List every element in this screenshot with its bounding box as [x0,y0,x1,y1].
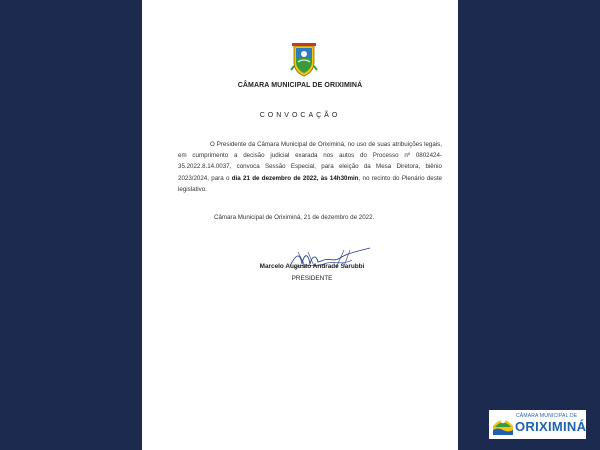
paragraph-text-start: O Presidente da Câmara Municipal de Oriximiná, no uso de suas atribuições legais, em cumprimento a decisão judicial exarada nos autos do Processo nº 0802424-35.2022.8.14.0037, convoca Sessão Especial, para eleição da Mesa Diretora, biênio 2023/2024, para o [178,141,442,182]
signer-role: PRESIDENTE [291,275,333,282]
paragraph-text-end: , no recinto do Plenário deste legislativo. [178,174,442,193]
chamber-emblem-icon [491,412,515,437]
place-date-line: Câmara Municipal de Oriximiná, 21 de dezembro de 2022. [214,214,375,221]
coat-of-arms-icon [290,40,318,78]
logo-subtitle: CÂMARA MUNICIPAL DE [516,413,578,419]
chamber-logo [489,410,586,439]
document-title: CONVOCAÇÃO [259,112,341,119]
organization-name: CÂMARA MUNICIPAL DE ORIXIMINÁ [237,82,363,89]
session-date-highlight: dia 21 de dezembro de 2022, às 14h30min [231,174,359,182]
signer-name: Marcelo Augusto Andrade Sarubbi [259,263,365,270]
convocation-paragraph [178,139,442,195]
logo-title: ORIXIMINÁ [515,419,587,434]
